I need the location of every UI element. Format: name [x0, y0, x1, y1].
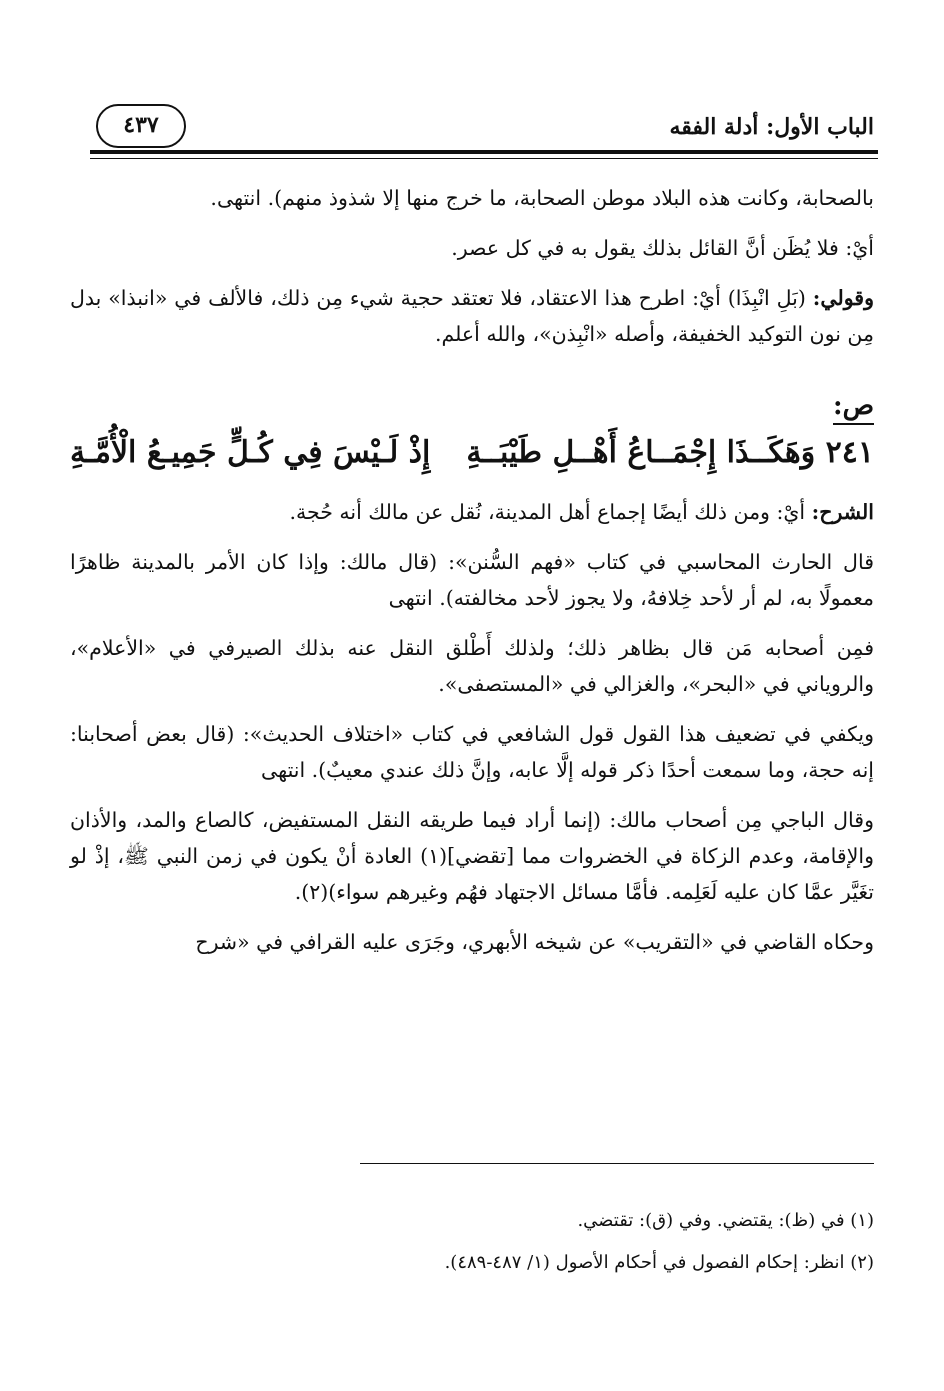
footnote: (٢) انظر: إحكام الفصول في أحكام الأصول (١/ ٤٨٧-٤٨٩).: [444, 1252, 874, 1273]
section-mark: ص:: [70, 388, 874, 424]
verse-first-hemistich: ٢٤١ وَهَكَــذَا إِجْمَــاعُ أَهْــلِ طَيْبَــةِ: [466, 435, 874, 470]
verse-line: [70, 430, 874, 476]
paragraph-label: الشرح:: [811, 500, 874, 524]
header-rule-thick: [90, 150, 878, 154]
paragraph: بالصحابة، وكانت هذه البلاد موطن الصحابة، ما خرج منها إلا شذوذ منهم). انتهى.: [210, 186, 874, 210]
paragraph: وقال الباجي مِن أصحاب مالك: (إنما أراد فيما طريقه النقل المستفيض، كالصاع والمد، والأذان والإقامة، وعدم الزكاة في الخضروات مما [تقضي](١) العادة أنْ يكون في زمن النبي ﷺ، إذْ لو تغَيَّر عمَّا كان عليه لَعَلِمه. فأمَّا مسائل الاجتهاد فهُم وغيرهم سواء)(٢).: [70, 808, 875, 904]
paragraph: فمِن أصحابه مَن قال بظاهر ذلك؛ ولذلك أَطْلق النقل عنه بذلك الصيرفي في «الأعلام»، والروياني في «البحر»، والغزالي في «المستصفى».: [70, 636, 874, 696]
paragraph-text: أيْ: ومن ذلك أيضًا إجماع أهل المدينة، نُقل عن مالك أنه حُجة.: [289, 500, 806, 524]
paragraph: وحكاه القاضي في «التقريب» عن شيخه الأبهري، وجَرَى عليه القرافي في «شرح: [195, 930, 874, 954]
body-text: [70, 180, 874, 974]
paragraph-text: (بَلِ انْبِذَا) أيْ: اطرح هذا الاعتقاد، فلا تعتقد حجية شيء مِن ذلك، فالألف في «انبذا» بدل مِن نون التوكيد الخفيفة، وأصله «انْبِذن»، والله أعلم.: [70, 286, 874, 346]
page-header: [90, 100, 874, 152]
paragraph: [70, 494, 874, 530]
paragraph: قال الحارث المحاسبي في كتاب «فهم السُّنن»: (قال مالك: وإذا كان الأمر بالمدينة ظاهرًا معمولًا به، لم أر لأحد خِلافهُ، ولا يجوز لأحد مخالفته). انتهى: [70, 550, 874, 610]
paragraph: [70, 280, 874, 352]
verse-second-hemistich: إِذْ لَـيْسَ فِي كُـلٍّ جَمِيـعُ الْأُمَّـةِ: [70, 435, 431, 470]
footnote-rule: [360, 1163, 874, 1164]
running-title: الباب الأول: أدلة الفقه: [669, 114, 874, 140]
page-number-badge: ٤٣٧: [96, 104, 186, 148]
footnote: (١) في (ظ): يقتضي. وفي (ق): تقتضي.: [577, 1210, 874, 1231]
footnotes: [70, 1200, 874, 1284]
paragraph: أيْ: فلا يُظَن أنَّ القائل بذلك يقول به في كل عصر.: [451, 236, 874, 260]
paragraph: ويكفي في تضعيف هذا القول قول الشافعي في كتاب «اختلاف الحديث»: (قال بعض أصحابنا: إنه حجة، وما سمعت أحدًا ذكر قوله إلَّا عابه، وإنَّ ذلك عندي معيبٌ). انتهى: [70, 722, 874, 782]
paragraph-label: وقولي:: [812, 286, 874, 310]
header-rule-thin: [90, 158, 878, 159]
